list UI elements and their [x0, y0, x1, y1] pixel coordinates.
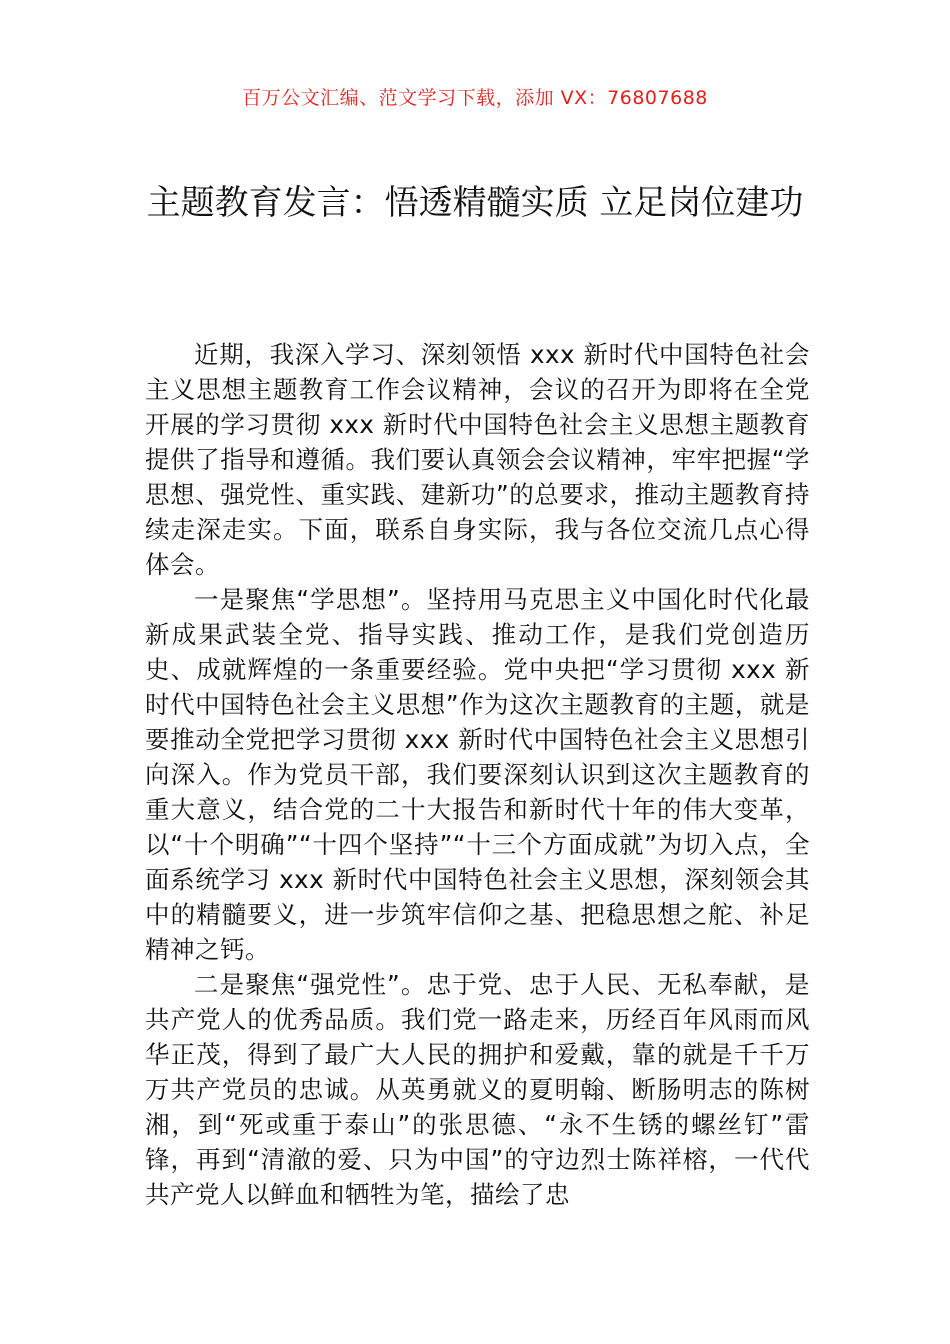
header-watermark-note: 百万公文汇编、范文学习下载，添加 VX：76807688 — [242, 87, 708, 109]
paragraph-intro: 近期，我深入学习、深刻领悟 xxx 新时代中国特色社会主义思想主题教育工作会议精神，会议的召开为即将在全党开展的学习贯彻 xxx 新时代中国特色社会主义思想主题教育提供了指导和遵循。我们要认真领会会议精神，牢牢把握“学思想、强党性、重实践、建新功”的总要求，推动主题教育持续走深走实。下面，联系自身实际，我与各位交流几点心得体会。 — [145, 340, 810, 579]
paragraph-study-thought: 一是聚焦“学思想”。坚持用马克思主义中国化时代化最新成果武装全党、指导实践、推动工作，是我们党创造历史、成就辉煌的一条重要经验。党中央把“学习贯彻 xxx 新时代中国特色社会主义思想”作为这次主题教育的主题，就是要推动全党把学习贯彻 xxx 新时代中国特色社会主义思想引向深入。作为党员干部，我们要深刻认识到这次主题教育的重大意义，结合党的二十大报告和新时代十年的伟大变革，以“十个明确”“十四个坚持”“十三个方面成就”为切入点，全面系统学习 xxx 新时代中国特色社会主义思想，深刻领会其中的精髓要义，进一步筑牢信仰之基、把稳思想之舵、补足精神之钙。 — [145, 585, 810, 964]
document-body — [145, 337, 810, 1212]
page-title: 主题教育发言：悟透精髓实质 立足岗位建功 — [146, 183, 804, 223]
paragraph-party-spirit: 二是聚焦“强党性”。忠于党、忠于人民、无私奉献，是共产党人的优秀品质。我们党一路走来，历经百年风雨而风华正茂，得到了最广大人民的拥护和爱戴，靠的就是千千万万共产党员的忠诚。从英勇就义的夏明翰、断肠明志的陈树湘，到“死或重于泰山”的张思德、“永不生锈的螺丝钉”雷锋，再到“清澈的爱、只为中国”的守边烈士陈祥榕，一代代共产党人以鲜血和牺牲为笔，描绘了忠 — [145, 970, 810, 1209]
